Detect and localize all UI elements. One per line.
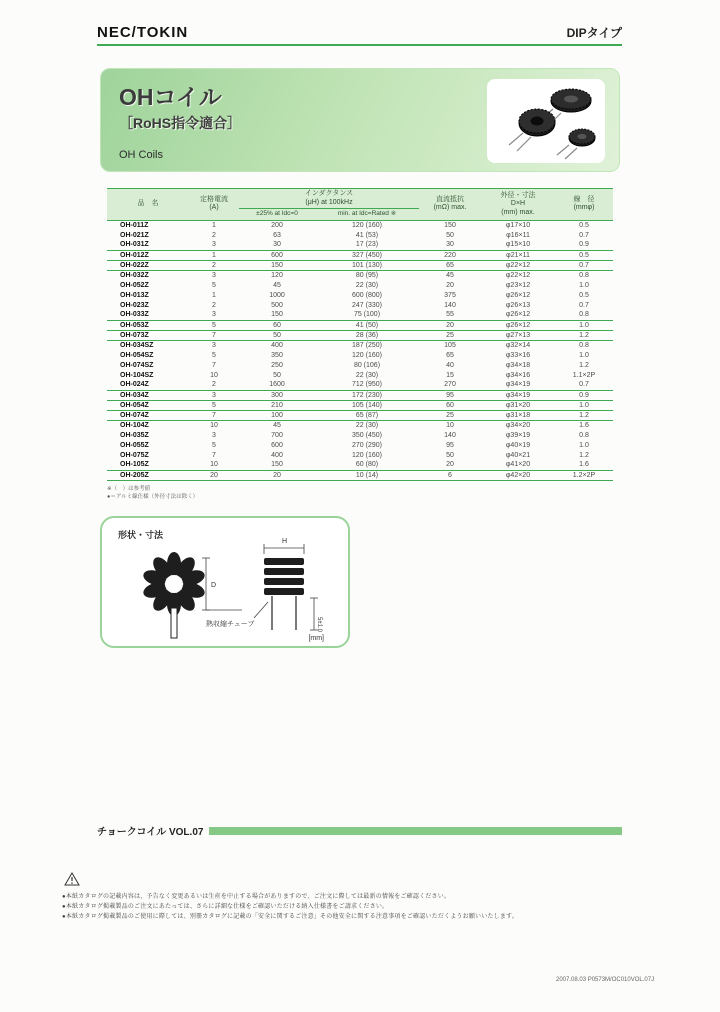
spec-cell: 45 xyxy=(446,271,454,279)
table-row xyxy=(107,310,613,320)
part-name-cell: OH-053Z xyxy=(107,320,189,330)
table-row xyxy=(107,370,613,380)
table-row xyxy=(107,440,613,450)
spec-cell: 220 xyxy=(419,250,481,260)
part-name-cell: OH-054SZ xyxy=(120,351,154,359)
spec-cell: 250 xyxy=(271,361,283,369)
table-row xyxy=(107,400,613,410)
spec-cell: 1.6 xyxy=(579,421,589,429)
part-name-cell: OH-024Z xyxy=(107,380,189,390)
spec-cell: 5 xyxy=(212,281,216,289)
spec-table xyxy=(107,188,613,481)
part-name-cell: OH-055Z xyxy=(120,441,149,449)
spec-cell: 0.5 xyxy=(579,291,589,299)
table-row xyxy=(107,460,613,470)
col-header-current: 定格電流 (A) xyxy=(189,189,239,221)
part-name-cell: OH-023Z xyxy=(120,301,149,309)
part-name-cell: OH-033Z xyxy=(107,310,189,320)
part-name-cell: OH-022Z xyxy=(107,260,189,270)
table-footnote: ●＝アルミ線仕様（外径寸法は除く） xyxy=(107,494,199,500)
spec-cell: 375 xyxy=(444,291,456,299)
spec-cell: φ15×10 xyxy=(481,240,555,250)
spec-cell: 0.5 xyxy=(579,221,589,229)
spec-cell: 50 xyxy=(239,330,315,340)
spec-cell: 3 xyxy=(189,240,239,250)
spec-cell: 120 (160) xyxy=(352,451,382,459)
spec-cell: 10 xyxy=(210,371,218,379)
spec-cell: φ32×14 xyxy=(505,341,531,349)
spec-cell: 22 (30) xyxy=(355,421,379,429)
spec-cell: 28 (36) xyxy=(315,330,419,340)
spec-cell: 247 (330) xyxy=(352,301,382,309)
spec-cell: 20 xyxy=(446,281,454,289)
spec-cell: 80 (106) xyxy=(353,361,381,369)
dimension-d xyxy=(202,558,242,610)
spec-cell: 0.7 xyxy=(555,380,613,390)
spec-cell: 7 xyxy=(189,330,239,340)
spec-cell: 140 xyxy=(444,431,456,439)
dimension-lead-label: 5±1.0 xyxy=(316,617,322,632)
spec-cell: 2 xyxy=(189,380,239,390)
table-row xyxy=(107,330,613,340)
part-name-cell: OH-073Z xyxy=(107,330,189,340)
spec-cell: 80 (95) xyxy=(355,271,379,279)
spec-table-body xyxy=(107,220,613,480)
spec-cell: 400 xyxy=(271,451,283,459)
spec-cell: 1 xyxy=(212,221,216,229)
part-name-cell: OH-031Z xyxy=(107,240,189,250)
category-label: DIPタイプ xyxy=(566,26,622,40)
table-row xyxy=(107,320,613,330)
rohs-subtitle: ［RoHS指令適合］ xyxy=(119,115,242,131)
spec-cell: 7 xyxy=(189,410,239,420)
spec-cell: 75 (100) xyxy=(315,310,419,320)
spec-cell: φ40×19 xyxy=(505,441,531,449)
table-row xyxy=(107,420,613,430)
spec-cell: φ40×21 xyxy=(505,451,531,459)
spec-cell: 187 (250) xyxy=(352,341,382,349)
table-notes xyxy=(107,485,198,501)
spec-cell: 41 (50) xyxy=(315,320,419,330)
series-bar xyxy=(209,827,622,835)
spec-cell: φ42×20 xyxy=(505,471,531,479)
spec-cell: 25 xyxy=(419,410,481,420)
spec-cell: 5 xyxy=(212,441,216,449)
product-banner xyxy=(100,68,620,172)
spec-cell: 0.7 xyxy=(579,301,589,309)
spec-cell: 2 xyxy=(189,260,239,270)
spec-cell: 95 xyxy=(419,390,481,400)
spec-cell: 172 (230) xyxy=(315,390,419,400)
spec-cell: φ34×18 xyxy=(505,361,531,369)
spec-cell: 10 xyxy=(446,421,454,429)
spec-cell: 150 xyxy=(239,310,315,320)
spec-cell: 1.2 xyxy=(579,361,589,369)
page-title: OHコイル xyxy=(119,84,222,110)
table-footnote: ※（ ）は参考値 xyxy=(107,486,151,492)
spec-cell: φ21×11 xyxy=(481,250,555,260)
part-name-cell: OH-104Z xyxy=(120,421,149,429)
part-name-cell: OH-075Z xyxy=(120,451,149,459)
part-name-cell: OH-012Z xyxy=(107,250,189,260)
spec-cell: 3 xyxy=(212,431,216,439)
spec-cell: 1 xyxy=(189,250,239,260)
part-name-cell: OH-034Z xyxy=(107,390,189,400)
notice-line: ●本紙カタログ掲載製品のご使用に際しては、別冊カタログに記載の「安全に関するご注意」その他安全に関する注意事項をご確認いただくようお願いいたします。 xyxy=(62,914,518,920)
spec-cell: 15 xyxy=(446,371,454,379)
spec-cell: φ22×12 xyxy=(481,260,555,270)
spec-cell: φ34×16 xyxy=(505,371,531,379)
dimension-drawing xyxy=(102,518,348,646)
spec-cell: 10 (14) xyxy=(355,471,379,479)
spec-cell: 1.0 xyxy=(579,441,589,449)
tube-note-label: 熱収縮チューブ xyxy=(206,621,255,628)
spec-cell: 700 xyxy=(271,431,283,439)
spec-cell: 17 (23) xyxy=(315,240,419,250)
product-photo xyxy=(487,79,605,163)
part-name-cell: OH-105Z xyxy=(107,460,189,470)
page-header xyxy=(97,22,622,46)
spec-cell: φ34×19 xyxy=(481,380,555,390)
dimension-h xyxy=(264,544,304,554)
spec-cell: 20 xyxy=(273,471,281,479)
spec-cell: 2 xyxy=(212,231,216,239)
table-row xyxy=(107,220,613,230)
spec-cell: 50 xyxy=(273,371,281,379)
col-header-l-at-rated: min. at Idc=Rated ※ xyxy=(315,209,419,221)
spec-cell: 30 xyxy=(419,240,481,250)
spec-cell: 6 xyxy=(448,471,452,479)
spec-cell: 300 xyxy=(239,390,315,400)
spec-cell: 200 xyxy=(271,221,283,229)
part-name-cell: OH-011Z xyxy=(120,221,149,229)
toroid-illustration xyxy=(509,109,555,151)
spec-cell: 7 xyxy=(212,361,216,369)
toroid-front-view-icon xyxy=(141,552,206,638)
spec-cell: 55 xyxy=(419,310,481,320)
drawing-title: 形状・寸法 xyxy=(118,530,164,540)
spec-cell: 65 (87) xyxy=(315,410,419,420)
spec-cell: 60 xyxy=(419,400,481,410)
spec-cell: 95 xyxy=(446,441,454,449)
spec-cell: 60 (80) xyxy=(315,460,419,470)
spec-cell: 0.7 xyxy=(555,260,613,270)
spec-cell: 712 (950) xyxy=(315,380,419,390)
spec-cell: 50 xyxy=(446,451,454,459)
table-row xyxy=(107,340,613,350)
warning-icon xyxy=(64,872,80,891)
notice-line: ●本紙カタログの記載内容は、予告なく変更あるいは生産を中止する場合がありますので、ご注文に際しては最新の情報をご確認ください。 xyxy=(62,894,451,900)
spec-cell: 20 xyxy=(419,320,481,330)
spec-cell: 40 xyxy=(446,361,454,369)
spec-cell: 105 (140) xyxy=(315,400,419,410)
spec-cell: 600 xyxy=(239,250,315,260)
spec-cell: 0.5 xyxy=(555,250,613,260)
doc-number: 2007.08.03 P0573M/OC010VOL.07J xyxy=(556,977,655,983)
spec-cell: 2 xyxy=(212,301,216,309)
table-row xyxy=(107,270,613,280)
spec-cell: 3 xyxy=(189,310,239,320)
spec-cell: 1.0 xyxy=(579,351,589,359)
spec-cell: φ33×16 xyxy=(505,351,531,359)
part-name-cell: OH-021Z xyxy=(120,231,149,239)
spec-cell: 3 xyxy=(212,341,216,349)
col-header-l-at-idc0: ±25% at Idc=0 xyxy=(239,209,315,221)
spec-cell: 20 xyxy=(210,471,218,479)
table-row xyxy=(107,250,613,260)
spec-cell: 270 xyxy=(419,380,481,390)
notices xyxy=(62,892,668,922)
table-row xyxy=(107,410,613,420)
spec-cell: 150 xyxy=(239,260,315,270)
spec-cell: 3 xyxy=(212,271,216,279)
spec-cell: 1.2×2P xyxy=(572,471,596,479)
spec-cell: 400 xyxy=(271,341,283,349)
spec-cell: 120 xyxy=(271,271,283,279)
page-title-en: OH Coils xyxy=(119,149,164,161)
spec-cell: 1.2 xyxy=(555,330,613,340)
spec-cell: φ26×12 xyxy=(481,310,555,320)
toroid-side-view-icon xyxy=(264,558,304,630)
part-name-cell: OH-032Z xyxy=(120,271,149,279)
drawing-box xyxy=(100,516,350,648)
spec-cell: 600 xyxy=(271,441,283,449)
spec-cell: 25 xyxy=(419,330,481,340)
table-row xyxy=(107,280,613,290)
spec-cell: 600 (800) xyxy=(352,291,382,299)
spec-cell: φ22×12 xyxy=(505,271,531,279)
spec-table-header xyxy=(107,189,613,221)
part-name-cell: OH-035Z xyxy=(120,431,149,439)
dimension-h-label: H xyxy=(282,538,288,545)
table-row xyxy=(107,350,613,360)
spec-cell: φ41×20 xyxy=(481,460,555,470)
spec-cell: 1.0 xyxy=(555,320,613,330)
spec-cell: 140 xyxy=(444,301,456,309)
spec-cell: 1.6 xyxy=(555,460,613,470)
spec-cell: 100 xyxy=(239,410,315,420)
spec-cell: 50 xyxy=(446,231,454,239)
part-name-cell: OH-034SZ xyxy=(120,341,154,349)
spec-cell: 65 xyxy=(446,351,454,359)
spec-cell: φ26×12 xyxy=(505,291,531,299)
spec-cell: 10 xyxy=(189,460,239,470)
spec-cell: 5 xyxy=(189,400,239,410)
spec-cell: 20 xyxy=(419,460,481,470)
col-header-dcr: 直流抵抗 (mΩ) max. xyxy=(419,189,481,221)
spec-cell: 0.8 xyxy=(579,271,589,279)
spec-cell: 0.9 xyxy=(555,240,613,250)
table-row xyxy=(107,300,613,310)
spec-cell: 22 (30) xyxy=(355,371,379,379)
spec-cell: 350 (450) xyxy=(352,431,382,439)
spec-cell: 3 xyxy=(189,390,239,400)
part-name-cell: OH-013Z xyxy=(120,291,149,299)
spec-cell: 63 xyxy=(273,231,281,239)
spec-cell: 0.8 xyxy=(555,310,613,320)
table-row xyxy=(107,450,613,460)
toroid-coils-photo-icon xyxy=(487,79,605,163)
spec-cell: φ26×13 xyxy=(505,301,531,309)
spec-cell: φ23×12 xyxy=(505,281,531,289)
tube-leader-line xyxy=(254,602,268,618)
spec-cell: 41 (53) xyxy=(355,231,379,239)
spec-cell: 1 xyxy=(212,291,216,299)
table-row xyxy=(107,380,613,390)
spec-cell: 1.0 xyxy=(579,281,589,289)
table-row xyxy=(107,360,613,370)
spec-cell: 101 (130) xyxy=(315,260,419,270)
part-name-cell: OH-074Z xyxy=(107,410,189,420)
spec-cell: 30 xyxy=(239,240,315,250)
col-header-part: 品 名 xyxy=(107,189,189,221)
table-row xyxy=(107,290,613,300)
spec-cell: 1.0 xyxy=(555,400,613,410)
brand-logo: NEC/TOKIN xyxy=(97,24,189,41)
part-name-cell: OH-052Z xyxy=(120,281,149,289)
col-header-wire: 線 径 (mmφ) xyxy=(555,189,613,221)
spec-cell: 65 xyxy=(419,260,481,270)
dimension-d-label: D xyxy=(211,582,217,589)
unit-label: [mm] xyxy=(308,635,324,642)
spec-cell: 1.2 xyxy=(579,451,589,459)
spec-cell: 350 xyxy=(271,351,283,359)
spec-cell: φ31×20 xyxy=(481,400,555,410)
spec-cell: 1000 xyxy=(269,291,285,299)
spec-cell: 270 (290) xyxy=(352,441,382,449)
spec-cell: 210 xyxy=(239,400,315,410)
spec-cell: 327 (450) xyxy=(315,250,419,260)
spec-cell: φ27×13 xyxy=(481,330,555,340)
spec-cell: φ34×20 xyxy=(505,421,531,429)
spec-cell: φ26×12 xyxy=(481,320,555,330)
spec-cell: 10 xyxy=(210,421,218,429)
spec-cell: 1600 xyxy=(239,380,315,390)
spec-cell: φ31×18 xyxy=(481,410,555,420)
spec-cell: 5 xyxy=(212,351,216,359)
spec-cell: 0.7 xyxy=(579,231,589,239)
series-label: チョークコイル VOL.07 xyxy=(97,827,204,838)
spec-cell: 0.8 xyxy=(579,431,589,439)
toroid-illustration xyxy=(557,129,595,159)
spec-cell: 1.2 xyxy=(555,410,613,420)
table-row xyxy=(107,470,613,480)
spec-cell: 0.9 xyxy=(555,390,613,400)
part-name-cell: OH-054Z xyxy=(107,400,189,410)
table-row xyxy=(107,430,613,440)
series-footer xyxy=(97,823,622,838)
spec-cell: φ34×19 xyxy=(481,390,555,400)
spec-cell: 7 xyxy=(212,451,216,459)
table-row xyxy=(107,240,613,250)
spec-cell: 0.8 xyxy=(579,341,589,349)
spec-cell: 5 xyxy=(189,320,239,330)
spec-cell: 150 xyxy=(239,460,315,470)
spec-cell: 500 xyxy=(271,301,283,309)
part-name-cell: OH-205Z xyxy=(120,471,149,479)
spec-cell: 105 xyxy=(444,341,456,349)
spec-cell: 60 xyxy=(239,320,315,330)
part-name-cell: OH-074SZ xyxy=(120,361,154,369)
spec-cell: 120 (160) xyxy=(352,221,382,229)
table-row xyxy=(107,390,613,400)
spec-cell: 1.1×2P xyxy=(572,371,596,379)
spec-cell: 150 xyxy=(444,221,456,229)
spec-cell: 120 (160) xyxy=(352,351,382,359)
col-header-dimensions: 外径・寸法 D×H (mm) max. xyxy=(481,189,555,221)
notice-line: ●本紙カタログ掲載製品のご注文にあたっては、さらに詳細な仕様をご確認いただける納入仕様書をご請求ください。 xyxy=(62,904,389,910)
part-name-cell: OH-104SZ xyxy=(120,371,154,379)
col-header-inductance: インダクタンス (μH) at 100kHz xyxy=(239,189,419,209)
spec-cell: 45 xyxy=(273,281,281,289)
spec-cell: φ16×11 xyxy=(506,231,530,239)
spec-cell: 22 (30) xyxy=(355,281,379,289)
spec-cell: φ17×10 xyxy=(505,221,531,229)
table-row xyxy=(107,230,613,240)
table-row xyxy=(107,260,613,270)
spec-cell: φ39×19 xyxy=(505,431,531,439)
spec-cell: 45 xyxy=(273,421,281,429)
